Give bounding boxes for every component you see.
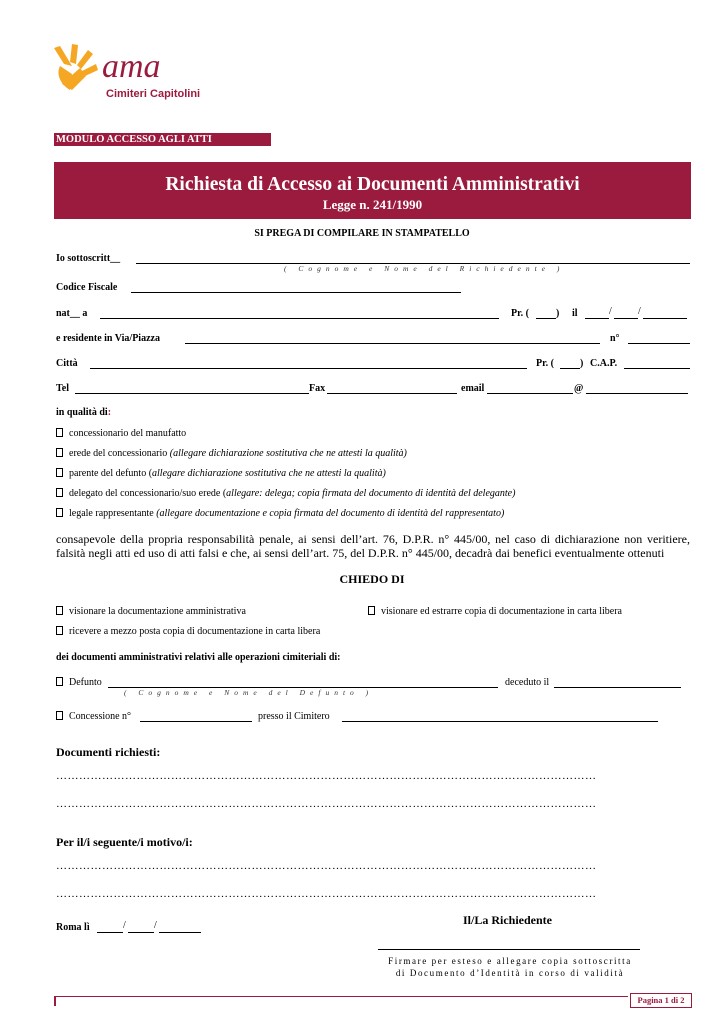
qualita-option[interactable]	[56, 508, 504, 519]
firma-note-1: Firmare per esteso e allegare copia sottoscritta	[388, 956, 632, 966]
codice-fiscale-label: Codice Fiscale	[56, 282, 118, 293]
checkbox[interactable]	[56, 448, 63, 457]
chiedo-text: visionare ed estrarre copia di documentazione in carta libera	[381, 606, 622, 617]
logo	[50, 44, 210, 106]
documenti-line[interactable]: ……………………………………………………………………………………………………………………………	[56, 798, 597, 810]
instructions: SI PREGA DI COMPILARE IN STAMPATELLO	[254, 228, 470, 239]
firma-note-2: di Documento d’Identità in corso di validità	[395, 968, 625, 978]
module-tag: MODULO ACCESSO AGLI ATTI	[54, 133, 271, 146]
qualita-colon: :	[107, 407, 112, 418]
qualita-text: parente del defunto (	[69, 468, 153, 479]
birth-year-field[interactable]	[643, 308, 687, 319]
qualita-option[interactable]	[56, 488, 515, 499]
email-label: email	[461, 383, 485, 394]
qualita-text: delegato del concessionario/suo erede (	[69, 488, 227, 499]
sottoscritto-label: Io sottoscritt__	[56, 253, 121, 264]
citta-label: Città	[56, 358, 78, 369]
civic-number-field[interactable]	[628, 333, 690, 344]
chiedo-option[interactable]	[368, 606, 622, 617]
footer-rule	[54, 996, 628, 997]
checkbox[interactable]	[56, 606, 63, 615]
roma-year-field[interactable]	[159, 922, 201, 933]
cap-label: C.A.P.	[590, 358, 618, 369]
qualita-label-text: in qualità di	[56, 407, 108, 418]
pr2-label: Pr. (	[536, 358, 554, 369]
numero-label: n°	[610, 333, 620, 344]
qualita-label	[56, 407, 111, 418]
roma-day-field[interactable]	[97, 922, 123, 933]
defunto-hint: ( Cognome e Nome del Defunto )	[124, 688, 374, 697]
qualita-option[interactable]	[56, 468, 386, 479]
tel-field[interactable]	[75, 383, 309, 394]
deceduto-field[interactable]	[554, 677, 681, 688]
checkbox[interactable]	[56, 711, 63, 720]
name-hint: ( Cognome e Nome del Richiedente )	[284, 264, 565, 273]
qualita-note: (allegare documentazione e copia firmata del documento di identità del rappresentato)	[156, 508, 505, 519]
il-label: il	[572, 308, 578, 319]
codice-fiscale-field[interactable]	[131, 282, 461, 293]
qualita-note: allegare: delega; copia firmata del documento di identità del delegante)	[226, 488, 516, 499]
qualita-option[interactable]	[56, 448, 407, 459]
cimitero-field[interactable]	[342, 711, 658, 722]
at-sign: @	[574, 383, 584, 394]
checkbox[interactable]	[368, 606, 375, 615]
pr2-close: )	[580, 358, 584, 369]
checkbox[interactable]	[56, 488, 63, 497]
qualita-note: (allegare dichiarazione sostitutiva che ne attesti la qualità)	[169, 448, 407, 459]
page-number-badge: Pagina 1 di 2	[630, 993, 692, 1008]
date-slash: /	[638, 306, 641, 317]
pr-field[interactable]	[536, 308, 556, 319]
checkbox[interactable]	[56, 626, 63, 635]
name-field[interactable]	[136, 253, 690, 264]
cap-field[interactable]	[624, 358, 690, 369]
chiedo-option[interactable]	[56, 626, 320, 637]
nat-label: nat__ a	[56, 308, 88, 319]
defunto-label: Defunto	[69, 677, 102, 688]
defunto-row[interactable]	[56, 677, 102, 688]
qualita-note: allegare dichiarazione sostitutiva che ne attesti la qualità)	[152, 468, 386, 479]
motivo-line[interactable]: ……………………………………………………………………………………………………………………………	[56, 860, 597, 872]
tel-label: Tel	[56, 383, 69, 394]
residente-label: e residente in Via/Piazza	[56, 333, 160, 344]
chiedo-heading: CHIEDO DI	[339, 572, 405, 586]
qualita-text: erede del concessionario	[69, 448, 170, 459]
concessione-label: Concessione n°	[69, 711, 132, 722]
motivo-label: Per il/i seguente/i motivo/i:	[56, 835, 193, 849]
email-user-field[interactable]	[487, 383, 573, 394]
operazioni-label: dei documenti amministrativi relativi alle operazioni cimiteriali di:	[56, 652, 341, 663]
banner-title: Richiesta di Accesso ai Documenti Amministrativi	[165, 174, 580, 195]
qualita-option[interactable]	[56, 428, 186, 439]
documenti-line[interactable]: ……………………………………………………………………………………………………………………………	[56, 770, 597, 782]
logo-brand: ama	[102, 48, 161, 85]
banner-subtitle: Legge n. 241/1990	[322, 197, 423, 212]
signature-field[interactable]	[378, 948, 640, 950]
deceduto-label: deceduto il	[505, 677, 550, 688]
birthplace-field[interactable]	[100, 308, 499, 319]
footer-rule-tick	[54, 996, 56, 1006]
roma-label: Roma lì	[56, 922, 90, 933]
chiedo-option[interactable]	[56, 606, 246, 617]
city-field[interactable]	[90, 358, 527, 369]
title-banner	[54, 162, 691, 219]
checkbox[interactable]	[56, 677, 63, 686]
birth-month-field[interactable]	[614, 308, 638, 319]
checkbox[interactable]	[56, 468, 63, 477]
date-slash: /	[609, 306, 612, 317]
chiedo-text: ricevere a mezzo posta copia di documentazione in carta libera	[69, 626, 321, 637]
address-field[interactable]	[185, 333, 600, 344]
pr2-field[interactable]	[560, 358, 580, 369]
fax-field[interactable]	[327, 383, 457, 394]
concessione-row[interactable]	[56, 711, 131, 722]
pr-close: )	[556, 308, 560, 319]
date-slash: /	[154, 920, 157, 931]
hand-logo-icon	[50, 44, 102, 94]
logo-subtitle: Cimiteri Capitolini	[106, 88, 201, 100]
chiedo-text: visionare la documentazione amministrativa	[69, 606, 246, 617]
email-domain-field[interactable]	[586, 383, 688, 394]
consapevole-paragraph: consapevole della propria responsabilità penale, ai sensi dell’art. 76, D.P.R. n° 445/00, nel caso di dichiarazione non veritiere, falsità negli atti ed uso di atti falsi e che, ai sensi dell’art. 75, del D.P.R. n° 445/00, decadrà dai benefici eventualmente ottenuti	[56, 532, 690, 560]
date-slash: /	[123, 920, 126, 931]
pr-label: Pr. (	[511, 308, 529, 319]
concessione-field[interactable]	[140, 711, 252, 722]
defunto-field[interactable]	[108, 677, 498, 688]
documenti-label: Documenti richiesti:	[56, 745, 161, 759]
birth-day-field[interactable]	[585, 308, 609, 319]
motivo-line[interactable]: ……………………………………………………………………………………………………………………………	[56, 888, 597, 900]
checkbox[interactable]	[56, 508, 63, 517]
roma-month-field[interactable]	[128, 922, 154, 933]
fax-label: Fax	[309, 383, 326, 394]
presso-label: presso il Cimitero	[258, 711, 330, 722]
qualita-text: legale rappresentante	[69, 508, 157, 519]
qualita-text: concessionario del manufatto	[69, 428, 187, 439]
richiedente-label: Il/La Richiedente	[463, 913, 552, 927]
checkbox[interactable]	[56, 428, 63, 437]
